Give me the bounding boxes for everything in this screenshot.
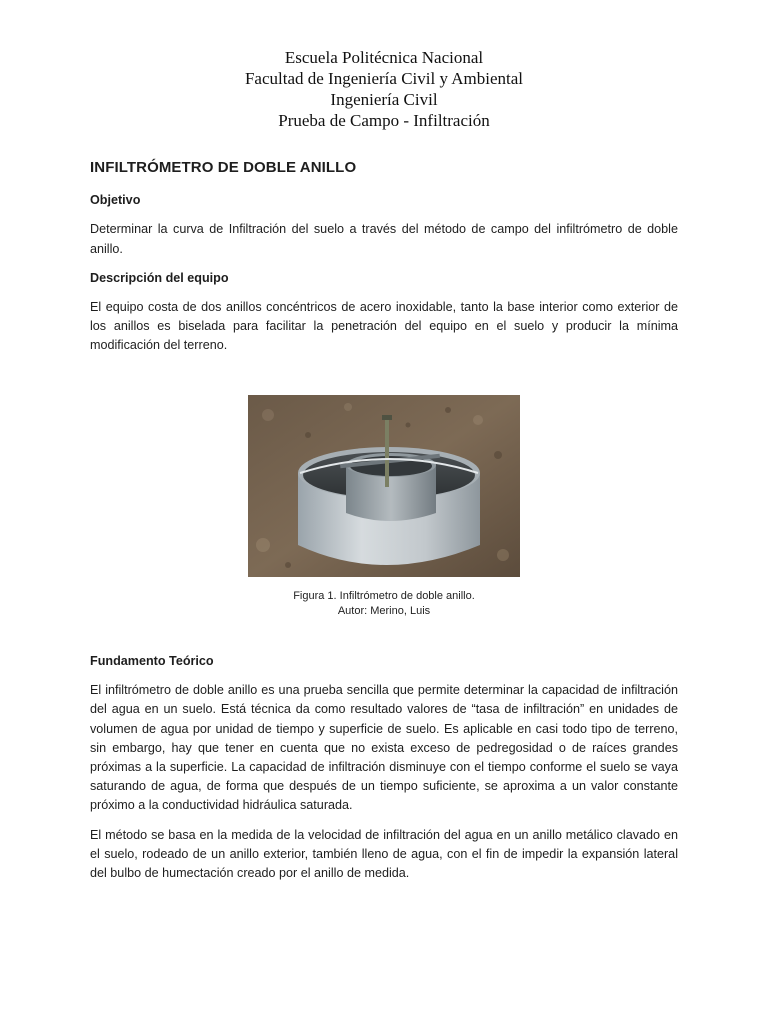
document-header — [0, 47, 768, 131]
header-faculty: Facultad de Ingeniería Civil y Ambiental — [244, 69, 524, 88]
descripcion-paragraph: El equipo costa de dos anillos concéntricos de acero inoxidable, tanto la base interior como exterior de los anillos es biselada para facilitar la penetración del equipo en el suelo y producir la mínima modificación del terreno. — [90, 300, 678, 353]
header-subject: Prueba de Campo - Infiltración — [278, 111, 490, 130]
fundamento-heading: Fundamento Teórico — [90, 654, 214, 668]
objetivo-paragraph: Determinar la curva de Infiltración del suelo a través del método de campo del infiltrómetro de doble anillo. — [90, 222, 678, 256]
fundamento-paragraph-2: El método se basa en la medida de la velocidad de infiltración del agua en un anillo metálico clavado en el suelo, rodeado de un anillo exterior, también lleno de agua, con el fin de impedir la expansión lateral del bulbo de humectación creado por el anillo de medida. — [90, 827, 678, 881]
document-body-lower — [90, 652, 678, 893]
document-title: INFILTRÓMETRO DE DOBLE ANILLO — [90, 159, 357, 176]
header-institution: Escuela Politécnica Nacional — [284, 48, 484, 67]
header-program: Ingeniería Civil — [330, 90, 438, 109]
document-body-upper — [90, 158, 678, 366]
objetivo-heading: Objetivo — [90, 193, 141, 208]
figure-caption-title: Figura 1. Infiltrómetro de doble anillo. — [293, 590, 475, 602]
figure-caption-author: Autor: Merino, Luis — [337, 605, 431, 617]
double-ring-infiltrometer-photo — [248, 395, 520, 577]
fundamento-paragraph-1: El infiltrómetro de doble anillo es una prueba sencilla que permite determinar la capacidad de infiltración del agua en un suelo. Está técnica da como resultado valores de “tasa de infiltración” en unidades de volumen de agua por unidad de tiempo y superficie de suelo. Es aplicable en casi todo tipo de terreno, sin embargo, hay que tener en cuenta que no exista exceso de pedregosidad o de raíces grandes próximas a la superficie. La capacidad de infiltración disminuye con el tiempo conforme el suelo se vaya saturando de agua, de forma que después de un tiempo suficiente, se aproxima a un valor constante próximo a la conductividad hidráulica saturada. — [90, 683, 678, 813]
figure-caption — [0, 589, 768, 619]
descripcion-heading: Descripción del equipo — [90, 270, 229, 285]
